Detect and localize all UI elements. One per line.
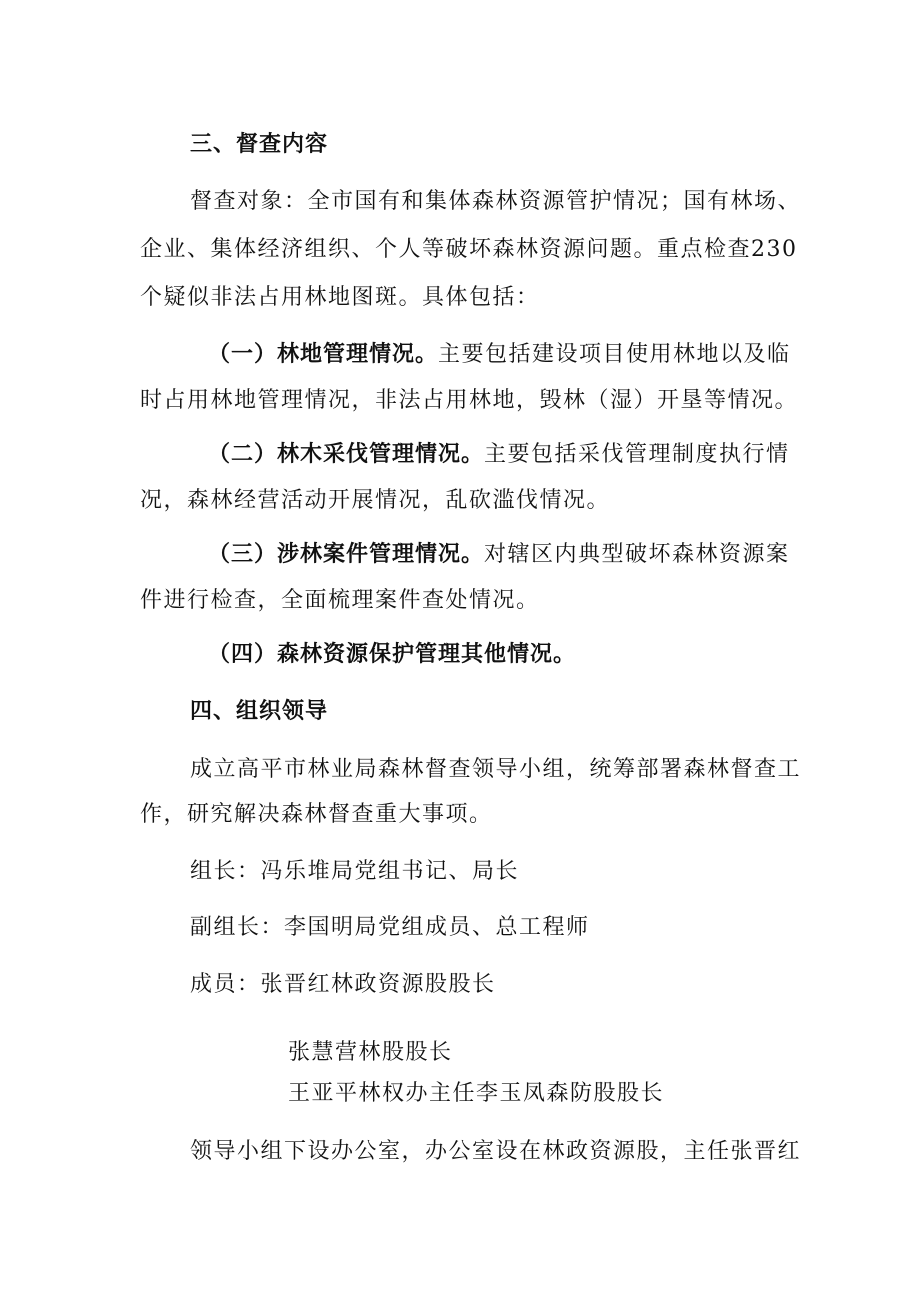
members-line: 成员：张晋红林政资源股股长	[190, 972, 496, 997]
section-heading-4: 四、组织领导	[190, 699, 329, 724]
office-line: 领导小组下设办公室，办公室设在林政资源股，主任张晋红	[190, 1139, 802, 1164]
paragraph-line: 成立高平市林业局森林督查领导小组，统筹部署森林督查工	[190, 757, 802, 782]
list-item-2-line-1	[208, 440, 790, 470]
leader-line: 组长：冯乐堆局党组书记、局长	[190, 859, 520, 884]
members-line: 王亚平林权办主任李玉凤森防股股长	[288, 1081, 665, 1106]
deputy-leader-line: 副组长：李国明局党组成员、总工程师	[190, 915, 590, 940]
list-item-1-line-1	[208, 340, 791, 370]
list-item-3-line-1	[208, 540, 790, 570]
list-item-title: （二）林木采伐管理情况。	[208, 442, 485, 467]
paragraph-line: 个疑似非法占用林地图斑。具体包括：	[140, 285, 540, 310]
list-item-body: 对辖区内典型破坏森林资源案	[484, 542, 790, 567]
paragraph-line: 作，研究解决森林督查重大事项。	[140, 802, 493, 827]
list-item-title: （一）林地管理情况。	[208, 342, 439, 367]
list-item-4-title: （四）森林资源保护管理其他情况。	[208, 642, 577, 667]
list-item-2-line-2: 况，森林经营活动开展情况，乱砍滥伐情况。	[140, 488, 611, 513]
paragraph-line: 督查对象：全市国有和集体森林资源管护情况；国有林场、	[190, 189, 802, 214]
section-heading-3: 三、督查内容	[190, 132, 329, 157]
list-item-1-line-2: 时占用林地管理情况，非法占用林地，毁林（湿）开垦等情况。	[140, 388, 799, 413]
list-item-body: 主要包括采伐管理制度执行情	[484, 442, 790, 467]
paragraph-line: 企业、集体经济组织、个人等破坏森林资源问题。重点检查230	[140, 237, 798, 262]
list-item-body: 主要包括建设项目使用林地以及临	[438, 342, 791, 367]
list-item-title: （三）涉林案件管理情况。	[208, 542, 485, 567]
list-item-3-line-2: 件进行检查，全面梳理案件查处情况。	[140, 588, 540, 613]
members-line: 张慧营林股股长	[288, 1040, 453, 1065]
